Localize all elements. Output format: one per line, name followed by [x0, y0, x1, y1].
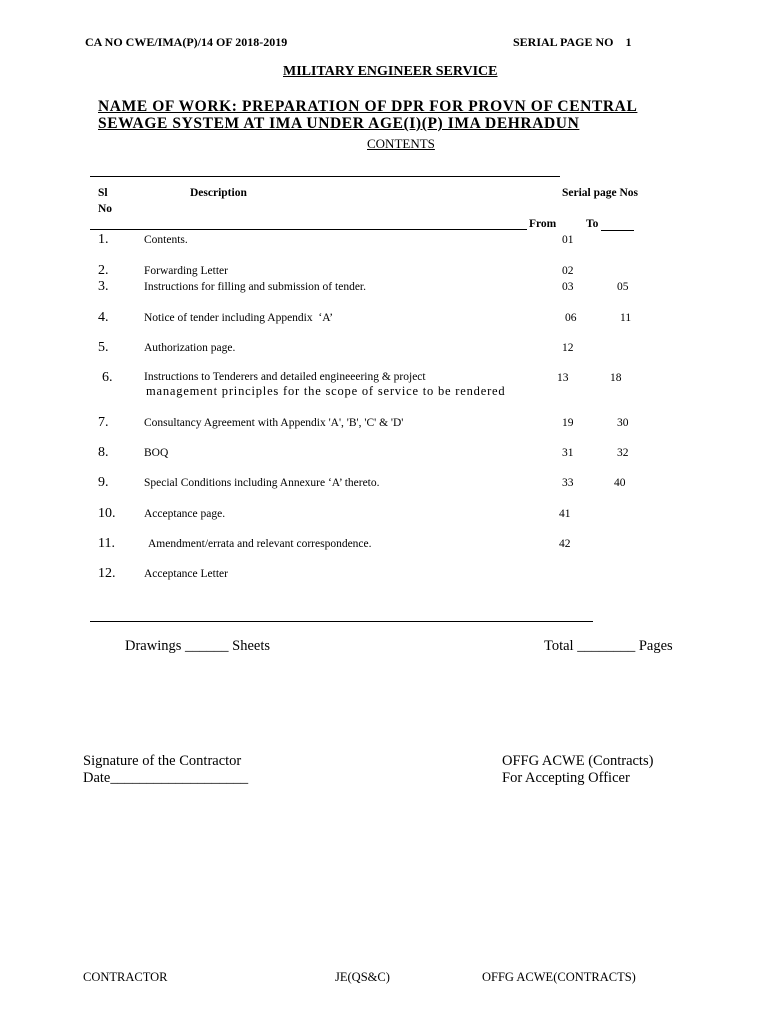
col-serial-pages-header: Serial page Nos — [562, 187, 639, 199]
row-from: 41 — [559, 508, 571, 520]
row-from: 42 — [559, 538, 571, 550]
row-sl: 5. — [98, 340, 109, 355]
row-description: Instructions to Tenderers and detailed engineeering & project — [144, 371, 426, 383]
footer-je: JE(QS&C) — [335, 970, 390, 984]
row-description: Amendment/errata and relevant correspondence. — [148, 538, 372, 550]
row-sl: 11. — [98, 536, 115, 551]
row-description: Special Conditions including Annexure ‘A’ thereto. — [144, 477, 380, 489]
col-from-header: From — [529, 218, 557, 230]
page-title: MILITARY ENGINEER SERVICE — [283, 64, 498, 79]
row-sl: 9. — [98, 475, 109, 490]
col-description-header: Description — [190, 187, 247, 199]
row-description: Acceptance Letter — [144, 568, 228, 580]
footer-officer: OFFG ACWE(CONTRACTS) — [482, 970, 636, 984]
header-rule — [90, 229, 527, 230]
row-from: 12 — [562, 342, 574, 354]
row-to: 11 — [620, 312, 632, 324]
row-from: 19 — [562, 417, 574, 429]
contractor-signature-label: Signature of the Contractor — [83, 753, 242, 769]
row-sl: 7. — [98, 415, 109, 430]
accepting-officer-label: For Accepting Officer — [502, 770, 630, 786]
col-to-header: To — [586, 218, 599, 230]
row-sl: 1. — [98, 232, 109, 247]
bottom-rule — [90, 621, 593, 622]
row-to: 30 — [617, 417, 629, 429]
officer-title: OFFG ACWE (Contracts) — [502, 753, 654, 769]
serial-page-number: SERIAL PAGE NO 1 — [513, 35, 632, 49]
row-to: 18 — [610, 372, 622, 384]
row-description: Acceptance page. — [144, 508, 226, 520]
row-from: 06 — [565, 312, 577, 324]
col-no-header: No — [98, 203, 113, 215]
row-from: 33 — [562, 477, 574, 489]
col-sl-header: Sl — [98, 187, 108, 199]
row-to: 32 — [617, 447, 629, 459]
row-from: 31 — [562, 447, 574, 459]
row-from: 01 — [562, 234, 574, 246]
row-description: BOQ — [144, 447, 169, 459]
row-sl: 10. — [98, 506, 116, 521]
top-rule — [90, 176, 560, 177]
row-from: 03 — [562, 281, 574, 293]
row-description-line2: management principles for the scope of service to be rendered — [146, 384, 506, 398]
name-of-work-line2: SEWAGE SYSTEM AT IMA UNDER AGE(I)(P) IMA DEHRADUN — [98, 115, 580, 132]
row-sl: 2. — [98, 263, 109, 278]
row-to: 05 — [617, 281, 629, 293]
row-from: 13 — [557, 372, 569, 384]
date-label: Date___________________ — [83, 770, 249, 786]
ca-number: CA NO CWE/IMA(P)/14 OF 2018-2019 — [85, 35, 288, 49]
row-description: Forwarding Letter — [144, 265, 228, 277]
row-to: 40 — [614, 477, 626, 489]
row-sl: 4. — [98, 310, 109, 325]
row-sl: 8. — [98, 445, 109, 460]
row-description: Authorization page. — [144, 342, 236, 354]
drawings-sheets: Drawings ______ Sheets — [125, 638, 270, 654]
name-of-work — [98, 98, 637, 132]
footer-contractor: CONTRACTOR — [83, 970, 168, 984]
contents-heading: CONTENTS — [367, 136, 435, 151]
name-of-work-line1: NAME OF WORK: PREPARATION OF DPR FOR PROVN OF CENTRAL — [98, 98, 638, 115]
row-from: 02 — [562, 265, 574, 277]
row-description: Consultancy Agreement with Appendix 'A', 'B', 'C' & 'D' — [144, 417, 404, 429]
row-description: Notice of tender including Appendix ‘A’ — [144, 312, 334, 324]
total-pages: Total ________ Pages — [544, 638, 673, 654]
row-sl: 12. — [98, 566, 116, 581]
row-sl: 3. — [98, 279, 109, 294]
row-sl: 6. — [102, 370, 113, 385]
row-description: Contents. — [144, 234, 188, 246]
to-underline — [601, 230, 634, 231]
row-description: Instructions for filling and submission of tender. — [144, 281, 366, 293]
